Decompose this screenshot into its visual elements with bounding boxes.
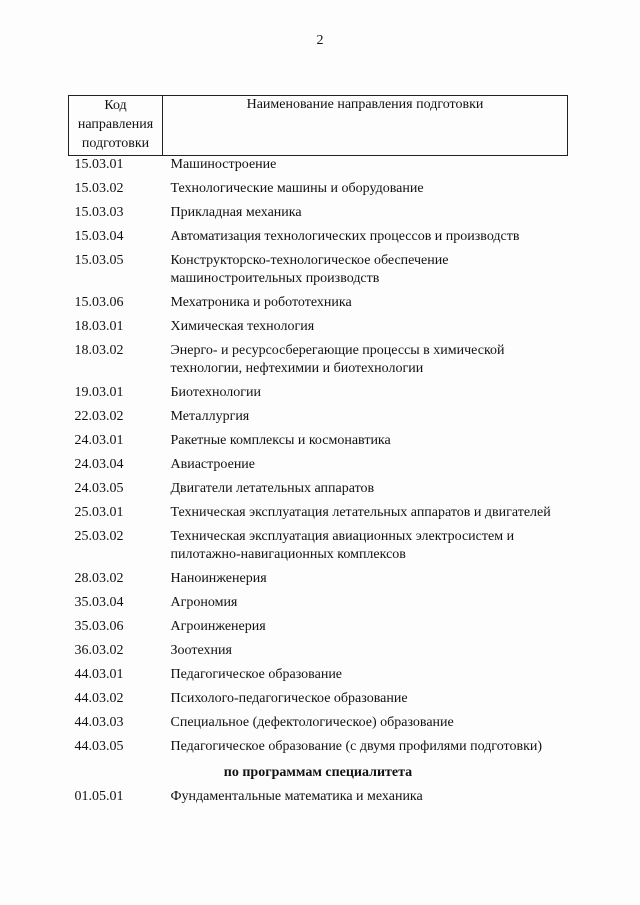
page-number: 2 (316, 33, 324, 48)
table-row (69, 408, 568, 432)
direction-name: Автоматизация технологических процессов и производств (170, 229, 520, 244)
direction-code: 24.03.01 (74, 433, 124, 448)
direction-name: Техническая эксплуатация авиационных электросистем и пилотажно-навигационных комплексов (170, 529, 515, 562)
header-code-line: направления (77, 117, 154, 132)
direction-name: Двигатели летательных аппаратов (170, 481, 375, 496)
table-row (69, 642, 568, 666)
header-code-line: подготовки (81, 136, 150, 151)
direction-code: 35.03.04 (74, 595, 124, 610)
direction-code: 25.03.02 (74, 529, 124, 544)
direction-name: Педагогическое образование (170, 667, 343, 682)
table-row (69, 690, 568, 714)
direction-name: Авиастроение (170, 457, 256, 472)
directions-table (68, 95, 568, 812)
direction-code: 44.03.01 (74, 667, 124, 682)
table-row (69, 294, 568, 318)
direction-name: Мехатроника и робототехника (170, 295, 352, 310)
table-row (69, 432, 568, 456)
direction-name: Биотехнологии (170, 385, 262, 400)
direction-code: 35.03.06 (74, 619, 124, 634)
table-row (69, 318, 568, 342)
header-code-line: Код (104, 98, 127, 113)
table-row (69, 180, 568, 204)
direction-name: Специальное (дефектологическое) образование (170, 715, 454, 730)
table-row (69, 570, 568, 594)
direction-name: Конструкторско-технологическое обеспечение машиностроительных производств (170, 253, 449, 286)
table-row (69, 456, 568, 480)
direction-code: 24.03.05 (74, 481, 124, 496)
direction-name: Технологические машины и оборудование (170, 181, 424, 196)
direction-code: 44.03.05 (74, 739, 124, 754)
direction-name: Энерго- и ресурсосберегающие процессы в химической технологии, нефтехимии и биотехнологии (170, 343, 505, 376)
direction-code: 24.03.04 (74, 457, 124, 472)
direction-code: 18.03.02 (74, 343, 124, 358)
direction-name: Техническая эксплуатация летательных аппаратов и двигателей (170, 505, 551, 520)
direction-name: Ракетные комплексы и космонавтика (170, 433, 391, 448)
table-row (69, 480, 568, 504)
header-code (69, 96, 163, 156)
table-row (69, 738, 568, 762)
table-body (69, 156, 568, 813)
direction-code: 44.03.03 (74, 715, 124, 730)
table-row (69, 156, 568, 181)
direction-name: Педагогическое образование (с двумя профилями подготовки) (170, 739, 543, 754)
table-row (69, 204, 568, 228)
section-heading-row (69, 762, 568, 788)
direction-code: 18.03.01 (74, 319, 124, 334)
direction-name: Металлургия (170, 409, 250, 424)
direction-code: 25.03.01 (74, 505, 124, 520)
direction-code: 19.03.01 (74, 385, 124, 400)
direction-code: 28.03.02 (74, 571, 124, 586)
direction-name: Психолого-педагогическое образование (170, 691, 408, 706)
direction-name: Агроинженерия (170, 619, 266, 634)
table-row (69, 252, 568, 294)
direction-code: 15.03.06 (74, 295, 124, 310)
direction-code: 15.03.03 (74, 205, 124, 220)
direction-name: Наноинженерия (170, 571, 267, 586)
table-row (69, 384, 568, 408)
direction-name: Агрономия (170, 595, 238, 610)
table-row (69, 594, 568, 618)
table-row (69, 228, 568, 252)
direction-name: Машиностроение (170, 157, 277, 172)
table-row (69, 504, 568, 528)
table-row (69, 666, 568, 690)
table-row (69, 342, 568, 384)
direction-name: Зоотехния (170, 643, 232, 658)
section-heading: по программам специалитета (223, 765, 413, 780)
table-row (69, 788, 568, 812)
direction-code: 15.03.01 (74, 157, 124, 172)
table-row (69, 528, 568, 570)
direction-name: Химическая технология (170, 319, 315, 334)
direction-code: 01.05.01 (74, 789, 124, 804)
table-row (69, 714, 568, 738)
table-header-row (69, 96, 568, 156)
direction-name: Фундаментальные математика и механика (170, 789, 423, 804)
direction-code: 15.03.02 (74, 181, 124, 196)
direction-code: 15.03.05 (74, 253, 124, 268)
direction-code: 44.03.02 (74, 691, 124, 706)
table-row (69, 618, 568, 642)
direction-code: 22.03.02 (74, 409, 124, 424)
direction-code: 36.03.02 (74, 643, 124, 658)
direction-name: Прикладная механика (170, 205, 302, 220)
direction-code: 15.03.04 (74, 229, 124, 244)
header-name: Наименование направления подготовки (163, 96, 568, 156)
